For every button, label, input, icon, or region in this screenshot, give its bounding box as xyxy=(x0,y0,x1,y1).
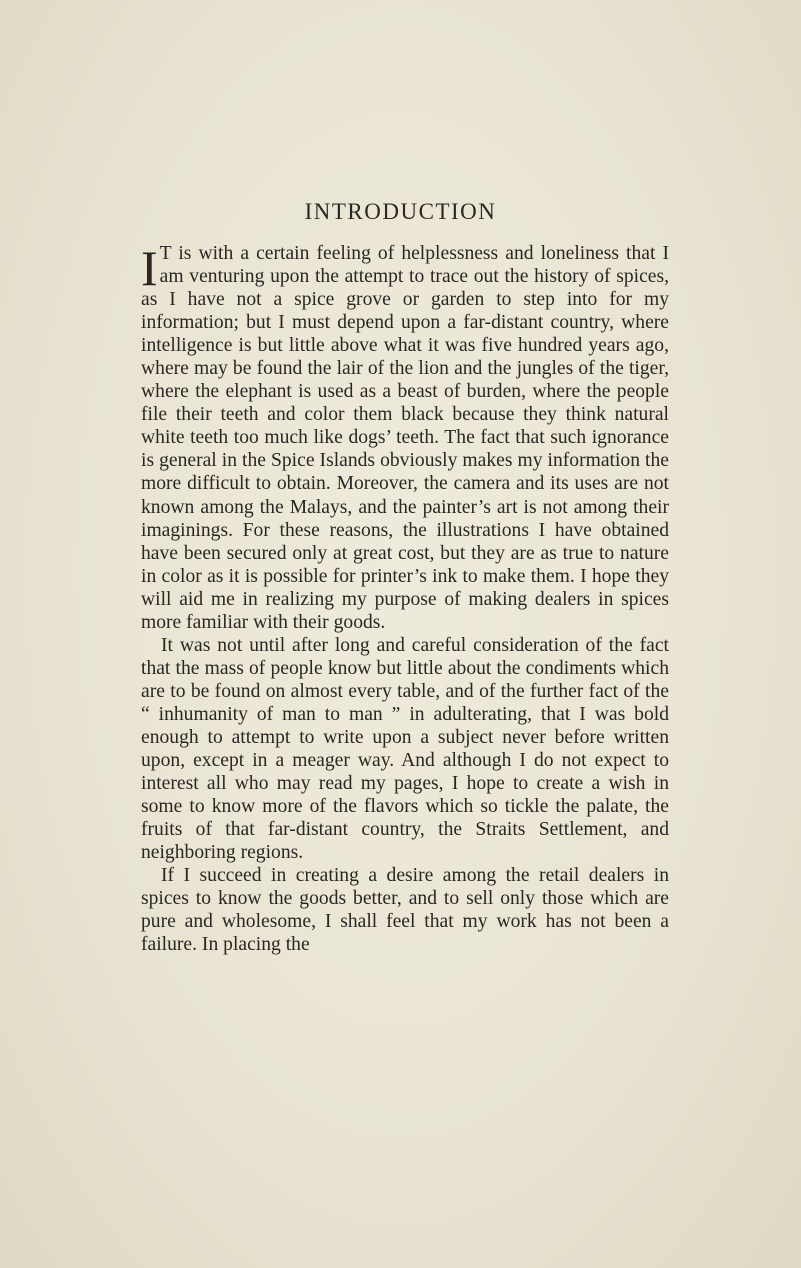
paragraph-2: It was not until after long and careful consideration of the fact that the mass of people know but little about the condiments which are to be found on almost every table, and of the further fact of the “ inhumanity of man to man ” in adulterating, that I was bold enough to attempt to write upon a subject never before written upon, except in a meager way. And although I do not expect to interest all who may read my pages, I hope to create a wish in some to know more of the flavors which so tickle the palate, the fruits of that far-distant country, the Straits Settlement, and neighboring regions. xyxy=(141,634,669,864)
chapter-heading: INTRODUCTION xyxy=(304,199,497,224)
paragraph-3: If I succeed in creating a desire among the retail dealers in spices to know the goods better, and to sell only those which are pure and wholesome, I shall feel that my work has not been a failure. In placing the xyxy=(141,865,669,956)
paragraph-1-text: T is with a certain feeling of helplessness and loneliness that I am venturing upon the attempt to trace out the history of spices, as I have not a spice grove or garden to step into for my information; but I must depend upon a far-distant country, where intelligence is but little above what it was five hundred years ago, where may be found the lair of the lion and the jungles of the tiger, where the elephant is used as a beast of burden, where the people file their teeth and color them black because they think natural white teeth too much like dogs’ teeth. The fact that such ignorance is general in the Spice Islands obviously makes my information the more difficult to obtain. Moreover, the camera and its uses are not known among the Malays, and the painter’s art is not among their imaginings. For these reasons, the illustrations I have obtained have been secured only at great cost, but they are as true to nature in color as it is possible for printer’s ink to make them. I hope they will aid me in realizing my purpose of making dealers in spices more familiar with their goods. xyxy=(141,243,669,633)
drop-cap: I xyxy=(141,240,158,296)
paragraph-1 xyxy=(141,242,669,634)
body-text xyxy=(141,242,669,956)
